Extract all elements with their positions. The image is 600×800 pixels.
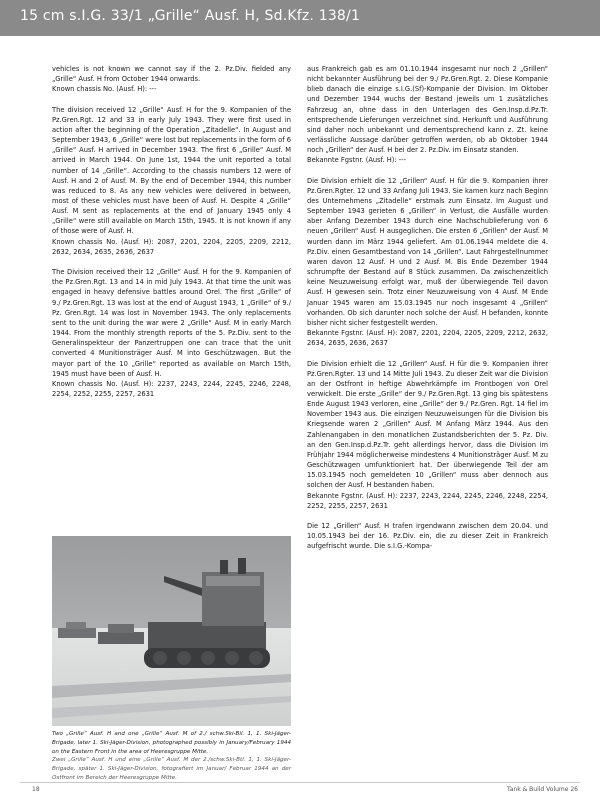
right-paragraph: Die Division erhielt die 12 „Grillen“ Ausf. H für die 9. Kompanien ihrer Pz.Gren.Rgter. 12 und 33 Anfang Juli 1943. Sie kamen kurz nach Beginn des Unternehmens „Zitadelle“ erstmals zum Einsatz. Im August und September 1943 gerieten 6 „Grillen“ in Verlust, die Ausfälle wurden aber Anfang Dezember 1943 durch eine Nachschublieferung von 6 neuen „Grillen“ Ausf. H ausgeglichen. Die ersten 6 „Grillen“ der Ausf. M wurden dann im März 1944 geliefert. Am 01.06.1944 meldete die 4. Pz.Div. einen Gesamtbestand von 14 „Grillen“. Laut Fahrgestellnummer waren davon 12 Ausf. H und 2 Ausf. M. Bis Ende Dezember 1944 schrumpfte der Bestand auf 8 Stück zusammen. Da zwischenzeitlich keine Neuzuweisung erfolgt war, muß der überwiegende Teil davon Ausf. H gewesen sein. Trotz einer Neuzuweisung von 4 Ausf. M Ende Januar 1945 waren am 15.03.1945 nur noch insgesamt 4 „Grillen“ vorhanden. Ob sich darunter noch solche der Ausf. H befanden, konnte bisher nicht sicher festgestellt werden. — [307, 176, 548, 327]
right-chassis-line: Bekannte Fgstnr. (Ausf. H): --- — [307, 156, 406, 165]
page-title: 15 cm s.I.G. 33/1 „Grille“ Ausf. H, Sd.Kfz. 138/1 — [20, 8, 361, 24]
tank-photo-illustration — [52, 536, 291, 726]
left-chassis-line: Known chassis No. (Ausf. H): --- — [52, 85, 157, 94]
footer-divider — [20, 782, 580, 783]
header-bar — [0, 0, 600, 36]
right-chassis-line: Bekannte Fgstnr. (Ausf. H): 2087, 2201, 2204, 2205, 2209, 2212, 2632, 2634, 2635, 2636, 2637 — [307, 329, 548, 348]
left-column — [52, 64, 291, 399]
footer-brand: Tank & Build Volume 26 — [507, 786, 578, 793]
caption-german: Zwei „Grille“ Ausf. H und eine „Grille“ Ausf. M der 2./schw.Ski-Btl. 1, 1. Ski-Jäger-Brigade, später 1. Ski-Jäger-Division, fotografiert im Januar/ Februar 1944 an der Ostfront im Bereich der Heeresgruppe Mitte. — [52, 757, 291, 781]
left-paragraph: The Division received their 12 „Grille“ Ausf. H for the 9. Kompanien of the Pz.Gren.Rgt. 13 and 14 in mid July 1943. At that time the unit was engaged in heavy defensive battles around Orel. The first „Grille“ of 9./ Pz.Gren.Rgt. 13 was lost at the end of August 1943, 1 „Grille“ of 9./ Pz. Gren.Rgt. 14 was lost in November 1943. The only replacements sent to the unit during the war were 2 „Grille“ Ausf. M in early March 1944. From the monthly strength reports of the 5. Pz.Div. sent to the Generalinspekteur der Panzertruppen one can trace that the unit converted 4 Munitionsträger Ausf. M into Geschützwagen. But the mayor part of the 10 „Grille“ reported as available on March 15th, 1945 must have been of Ausf. H. — [52, 268, 291, 378]
right-chassis-line: Bekannte Fgstnr. (Ausf. H): 2237, 2243, 2244, 2245, 2246, 2248, 2254, 2252, 2255, 2257, 2631 — [307, 491, 548, 510]
right-column — [307, 64, 548, 551]
left-paragraph: The division received 12 „Grille“ Ausf. H for the 9. Kompanien of the Pz.Gren.Rgt. 12 and 33 in early July 1943. They were first used in action after the beginning of the Operation „Zitadelle“. In August and September 1943, 6 „Grille“ were lost but replacements in the form of 6 „Grille“ Ausf. H arrived in December 1943. The first 6 „Grille“ Ausf. M arrived in March 1944. On June 1st, 1944 the unit reported a total number of 14 „Grille“. According to the chassis numbers 12 were of Ausf. H and 2 of Ausf. M. By the end of December 1944, this number was reduced to 8. As any new vehicles were delivered in between, most of these vehicles must have been of Ausf. H. Despite 4 „Grille“ Ausf. M sent as replacements at the end of January 1945 only 4 „Grille“ were still available on March 15th, 1945. It is not known if any of those were of Ausf. H. — [52, 105, 291, 236]
right-paragraph: Die Division erhielt die 12 „Grillen“ Ausf. H für die 9. Kompanien ihrer Pz.Gren.Rgter. 13 und 14 Mitte Juli 1943. Zu dieser Zeit war die Division an der Ostfront in heftige Abwehrkämpfe im Frontbogen von Orel verwickelt. Die erste „Grille“ der 9./ Pz.Gren.Rgt. 13 ging bis spätestens Ende August 1943 verloren, eine „Grille“ der 9./ Pz.Gren. Rgt. 14 fiel im November 1943 aus. Die einzigen Neuzuweisungen für die Division bis Kriegsende waren 2 „Grillen“ Ausf. M Anfang März 1944. Aus den Zahlenangaben in den monatlichen Zustandsberichten der 5. Pz. Div. an den Gen.Insp.d.Pz.Tr. geht allerdings hervor, dass die Division im Frühjahr 1944 möglicherweise mindestens 4 Munitionsträger Ausf. M zu Geschützwagen umfunktioniert hat. Der überwiegende Teil der am 15.03.1945 noch gemeldeten 10 „Grillen“ muss aber dennoch aus solchen der Ausf. H bestanden haben. — [307, 359, 548, 490]
right-paragraph: Die 12 „Grillen“ Ausf. H trafen irgendwann zwischen dem 20.04. und 10.05.1943 bei der 16. Pz.Div. ein, die zu dieser Zeit in Frankreich aufgefrischt wurde. Die s.I.G.-Kompa- — [307, 521, 548, 551]
left-paragraph: vehicles is not known we cannot say if the 2. Pz.Div. fielded any „Grille“ Ausf. H from October 1944 onwards. — [52, 65, 291, 84]
tank-photo — [52, 536, 291, 726]
right-paragraph: aus Frankreich gab es am 01.10.1944 insgesamt nur noch 2 „Grillen“ nicht bekannter Ausführung bei der 9./ Pz.Gren.Rgt. 2. Diese Kompanie blieb danach die einzige s.I.G.(Sf)-Kompanie der Division. Im Oktober und Dezember 1944 wuchs der Bestand jeweils um 1 zusätzliches Fahrzeug an, ohne dass in den Unterlagen des Gen.Insp.d.Pz.Tr. entsprechende Lieferungen verzeichnet sind. Herkunft und Ausführung sind daher noch unbekannt und dementsprechend kann z. Zt. keine verlässliche Aussage darüber getroffen werden, ob ab Oktober 1944 noch „Grillen“ der Ausf. H bei der 2. Pz.Div. im Einsatz standen. — [307, 65, 548, 155]
photo-caption — [52, 730, 291, 783]
caption-english: Two „Grille“ Ausf. H and one „Grille“ Ausf. M of 2./ schw.Ski-Bil. 1, 1. Ski-Jäger-Brigade, later 1. Ski-Jäger-Division, photographed possibly in January/February 1944 on the Eastern Front in the area of Heeresgruppe Mitte. — [52, 731, 291, 755]
left-chassis-line: Known chassis No. (Ausf. H): 2087, 2201, 2204, 2205, 2209, 2212, 2632, 2634, 2635, 2636, 2637 — [52, 237, 291, 256]
left-chassis-line: Known chassis No. (Ausf. H): 2237, 2243, 2244, 2245, 2246, 2248, 2254, 2252, 2255, 2257, 2631 — [52, 379, 291, 398]
page-number: 18 — [32, 786, 40, 793]
